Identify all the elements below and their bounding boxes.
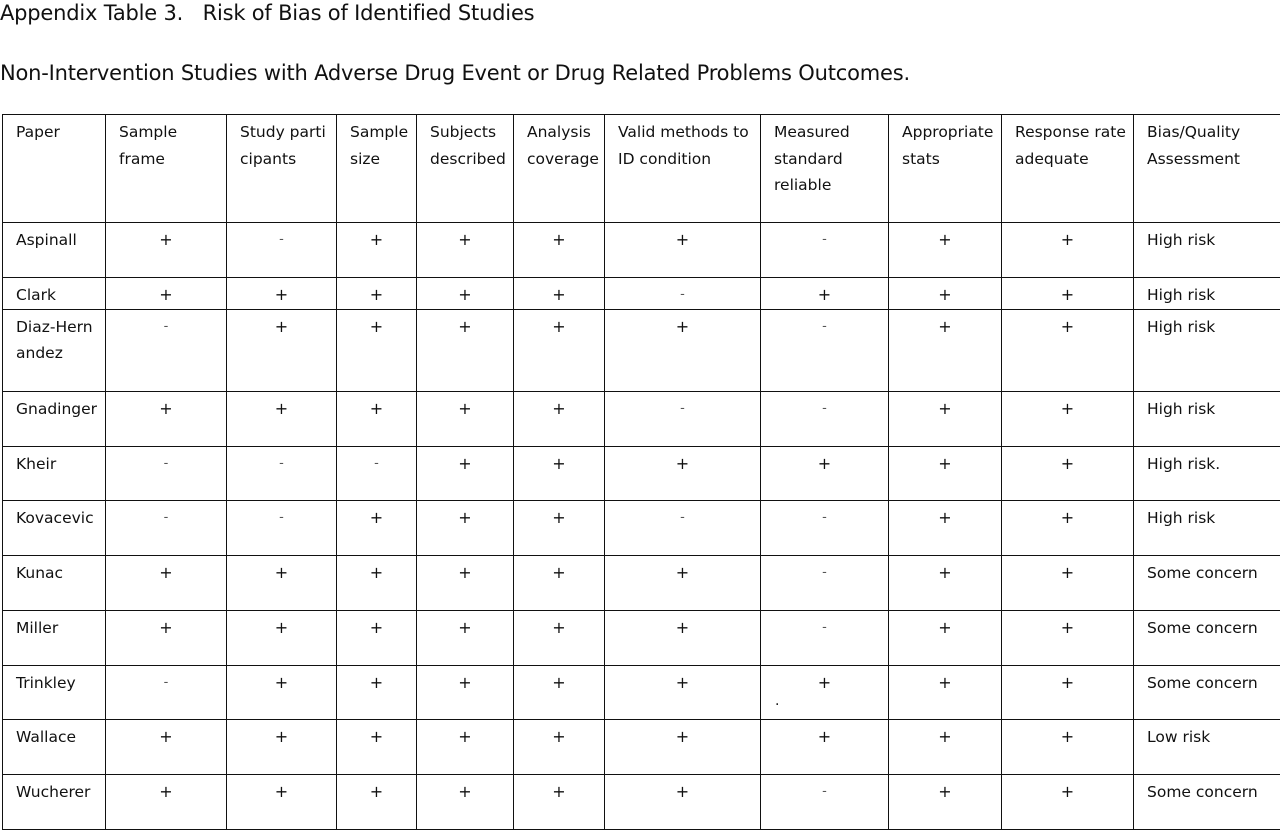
rating-cell [227,610,337,665]
rating-mark: + [676,782,689,801]
table-body [3,223,1280,830]
header-sample-frame: Sample frame [106,115,227,223]
table-row [3,774,1280,829]
rating-mark: - [680,287,685,302]
header-valid-methods: Valid methods to ID condition [605,115,761,223]
paper-name-cell: Aspinall [3,223,106,278]
header-measured-standard: Measured standard reliable [761,115,889,223]
rating-cell [227,719,337,774]
rating-mark: + [370,230,383,249]
table-row [3,555,1280,610]
rating-cell [605,774,761,829]
rating-mark: - [374,456,379,471]
rating-mark: + [938,618,951,637]
rating-mark: + [159,782,172,801]
rating-mark: + [1061,317,1074,336]
assessment-cell: High risk [1134,391,1280,446]
rating-cell [1002,610,1134,665]
rating-cell [761,391,889,446]
table-row [3,223,1280,278]
rating-mark: + [552,563,565,582]
rating-mark: + [676,618,689,637]
rating-cell [337,446,417,500]
table-header-row [3,115,1280,223]
rating-cell [889,610,1002,665]
rating-mark: + [275,399,288,418]
rating-cell [417,719,514,774]
rating-mark: + [275,782,288,801]
rating-cell [337,610,417,665]
rating-cell [889,774,1002,829]
rating-mark: + [676,230,689,249]
paper-name-cell: Wucherer [3,774,106,829]
header-analysis-coverage: Analysis coverage [514,115,605,223]
rating-cell [1002,665,1134,719]
rating-mark: + [458,563,471,582]
rating-cell [514,309,605,391]
header-subjects-described: Subjects described [417,115,514,223]
paper-name-cell: Trinkley [3,665,106,719]
rating-mark: + [1061,454,1074,473]
assessment-cell: High risk. [1134,446,1280,500]
rating-mark: - [279,232,284,247]
rating-mark: - [680,401,685,416]
table-row [3,665,1280,719]
rating-cell [1002,555,1134,610]
rating-cell [417,500,514,555]
rating-mark: + [818,673,831,692]
rating-cell [227,391,337,446]
rating-mark: - [822,401,827,416]
rating-cell [227,309,337,391]
rating-mark: + [818,727,831,746]
paper-name-cell: Clark [3,278,106,310]
rating-cell [417,223,514,278]
rating-cell [761,500,889,555]
header-study-participants: Study participants [227,115,337,223]
rating-mark: + [370,285,383,304]
rating-cell [106,223,227,278]
paper-name-cell: Wallace [3,719,106,774]
rating-cell [514,610,605,665]
rating-cell [1002,223,1134,278]
rating-mark: + [370,673,383,692]
rating-cell [337,309,417,391]
rating-mark: + [458,317,471,336]
rating-cell [605,610,761,665]
assessment-cell: Low risk [1134,719,1280,774]
table-row [3,309,1280,391]
rating-cell [605,309,761,391]
rating-mark: + [676,727,689,746]
rating-mark: + [370,782,383,801]
rating-mark: + [159,399,172,418]
rating-mark: + [552,782,565,801]
rating-mark: + [938,285,951,304]
rating-mark: - [822,510,827,525]
rating-cell [106,278,227,310]
rating-cell [889,391,1002,446]
rating-mark: + [1061,399,1074,418]
assessment-cell: Some concern [1134,610,1280,665]
rating-mark: + [159,563,172,582]
rating-cell [761,223,889,278]
rating-mark: - [164,456,169,471]
table-row [3,500,1280,555]
risk-of-bias-table [2,114,1280,830]
rating-cell [417,774,514,829]
rating-cell [1002,309,1134,391]
assessment-cell: Some concern [1134,555,1280,610]
rating-mark: + [938,317,951,336]
rating-cell [417,555,514,610]
rating-cell [605,391,761,446]
table-row [3,391,1280,446]
rating-cell [337,555,417,610]
rating-mark: + [938,454,951,473]
rating-mark: + [552,673,565,692]
rating-mark: + [458,230,471,249]
rating-cell [106,309,227,391]
rating-cell [106,446,227,500]
assessment-cell: Some concern [1134,665,1280,719]
rating-cell [227,278,337,310]
rating-mark: - [279,510,284,525]
rating-mark: + [552,618,565,637]
rating-cell [337,223,417,278]
rating-cell [889,446,1002,500]
rating-cell [889,665,1002,719]
rating-mark: + [938,563,951,582]
rating-cell [514,665,605,719]
rating-cell [889,500,1002,555]
rating-cell [227,774,337,829]
rating-mark: + [676,673,689,692]
rating-mark: + [458,454,471,473]
rating-mark: + [938,508,951,527]
rating-cell [227,555,337,610]
rating-cell [337,391,417,446]
header-response-rate: Response rate adequate [1002,115,1134,223]
rating-mark: - [164,675,169,690]
rating-mark: + [458,508,471,527]
header-appropriate-stats: Appropriate stats [889,115,1002,223]
rating-cell [227,446,337,500]
rating-cell [106,665,227,719]
rating-cell [605,278,761,310]
rating-cell [761,309,889,391]
rating-mark: - [822,565,827,580]
rating-mark: + [818,454,831,473]
rating-mark: + [275,727,288,746]
rating-mark: + [1061,618,1074,637]
rating-cell [1002,774,1134,829]
paper-name-cell: Diaz-Hernandez [3,309,106,391]
rating-mark: - [822,319,827,334]
stray-mark: . [775,694,779,708]
rating-cell [106,719,227,774]
rating-mark: + [552,317,565,336]
rating-mark: + [370,618,383,637]
rating-mark: + [1061,782,1074,801]
document-title: Appendix Table 3. Risk of Bias of Identified Studies [0,0,534,30]
paper-name-cell: Gnadinger [3,391,106,446]
rating-mark: - [822,620,827,635]
rating-mark: + [938,727,951,746]
rating-cell [761,610,889,665]
rating-cell [889,719,1002,774]
rating-cell [514,223,605,278]
rating-mark: + [159,230,172,249]
rating-cell [605,223,761,278]
rating-mark: - [822,784,827,799]
rating-cell [889,309,1002,391]
rating-mark: + [1061,230,1074,249]
rating-cell [1002,391,1134,446]
rating-mark: + [458,618,471,637]
rating-mark: - [279,456,284,471]
rating-mark: + [275,285,288,304]
rating-mark: + [370,727,383,746]
rating-mark: + [370,508,383,527]
rating-cell [605,555,761,610]
rating-mark: + [552,285,565,304]
rating-cell [417,309,514,391]
rating-mark: + [1061,508,1074,527]
rating-mark: + [458,673,471,692]
rating-mark: + [552,230,565,249]
header-paper: Paper [3,115,106,223]
rating-cell [106,500,227,555]
header-bias-quality: Bias/Quality Assessment [1134,115,1280,223]
rating-mark: + [458,399,471,418]
assessment-cell: High risk [1134,309,1280,391]
rating-mark: + [458,727,471,746]
table-row [3,719,1280,774]
rating-cell [605,665,761,719]
rating-cell [417,391,514,446]
rating-mark: + [552,399,565,418]
document-subtitle: Non-Intervention Studies with Adverse Drug Event or Drug Related Problems Outcomes. [0,58,910,88]
rating-cell [1002,500,1134,555]
rating-cell [514,500,605,555]
rating-cell [514,278,605,310]
rating-mark: + [1061,673,1074,692]
rating-cell [227,223,337,278]
rating-cell [337,278,417,310]
rating-cell [514,446,605,500]
rating-cell [761,555,889,610]
rating-cell [337,774,417,829]
rating-cell [1002,278,1134,310]
rating-mark: + [676,563,689,582]
table-row [3,278,1280,310]
rating-cell [761,774,889,829]
paper-name-cell: Kheir [3,446,106,500]
rating-cell [514,719,605,774]
paper-name-cell: Kunac [3,555,106,610]
rating-cell [417,610,514,665]
rating-cell [337,719,417,774]
rating-mark: + [938,673,951,692]
rating-cell [106,555,227,610]
rating-cell [227,500,337,555]
rating-mark: + [818,285,831,304]
rating-mark: + [552,454,565,473]
rating-cell [605,446,761,500]
rating-cell [106,610,227,665]
rating-mark: + [938,782,951,801]
rating-mark: - [164,319,169,334]
rating-cell [514,391,605,446]
rating-cell [889,223,1002,278]
rating-cell [417,446,514,500]
rating-cell [106,391,227,446]
rating-cell [417,665,514,719]
rating-cell [761,719,889,774]
assessment-cell: High risk [1134,278,1280,310]
rating-mark: + [370,317,383,336]
rating-mark: + [370,399,383,418]
rating-cell [605,500,761,555]
rating-mark: + [1061,727,1074,746]
rating-cell [889,278,1002,310]
assessment-cell: High risk [1134,223,1280,278]
rating-mark: + [370,563,383,582]
rating-cell [227,665,337,719]
rating-mark: + [676,454,689,473]
paper-name-cell: Miller [3,610,106,665]
rating-cell [761,665,889,719]
assessment-cell: Some concern [1134,774,1280,829]
rating-mark: + [1061,285,1074,304]
rating-cell [106,774,227,829]
rating-mark: + [275,563,288,582]
header-sample-size: Sample size [337,115,417,223]
table-row [3,610,1280,665]
rating-mark: + [458,782,471,801]
rating-mark: + [552,508,565,527]
rating-mark: + [938,399,951,418]
rating-cell [337,665,417,719]
rating-mark: - [680,510,685,525]
rating-mark: + [275,673,288,692]
rating-mark: + [938,230,951,249]
table-row [3,446,1280,500]
rating-mark: - [822,232,827,247]
rating-cell [417,278,514,310]
rating-mark: + [1061,563,1074,582]
rating-cell [761,278,889,310]
rating-cell [889,555,1002,610]
rating-cell [605,719,761,774]
rating-cell [514,774,605,829]
rating-mark: + [159,285,172,304]
assessment-cell: High risk [1134,500,1280,555]
rating-mark: + [159,618,172,637]
paper-name-cell: Kovacevic [3,500,106,555]
rating-cell [337,500,417,555]
rating-cell [514,555,605,610]
rating-mark: + [275,618,288,637]
rating-mark: + [275,317,288,336]
rating-mark: + [552,727,565,746]
rating-cell [1002,719,1134,774]
rating-mark: + [159,727,172,746]
rating-mark: + [458,285,471,304]
rating-mark: + [676,317,689,336]
rating-mark: - [164,510,169,525]
rating-cell [1002,446,1134,500]
rating-cell [761,446,889,500]
